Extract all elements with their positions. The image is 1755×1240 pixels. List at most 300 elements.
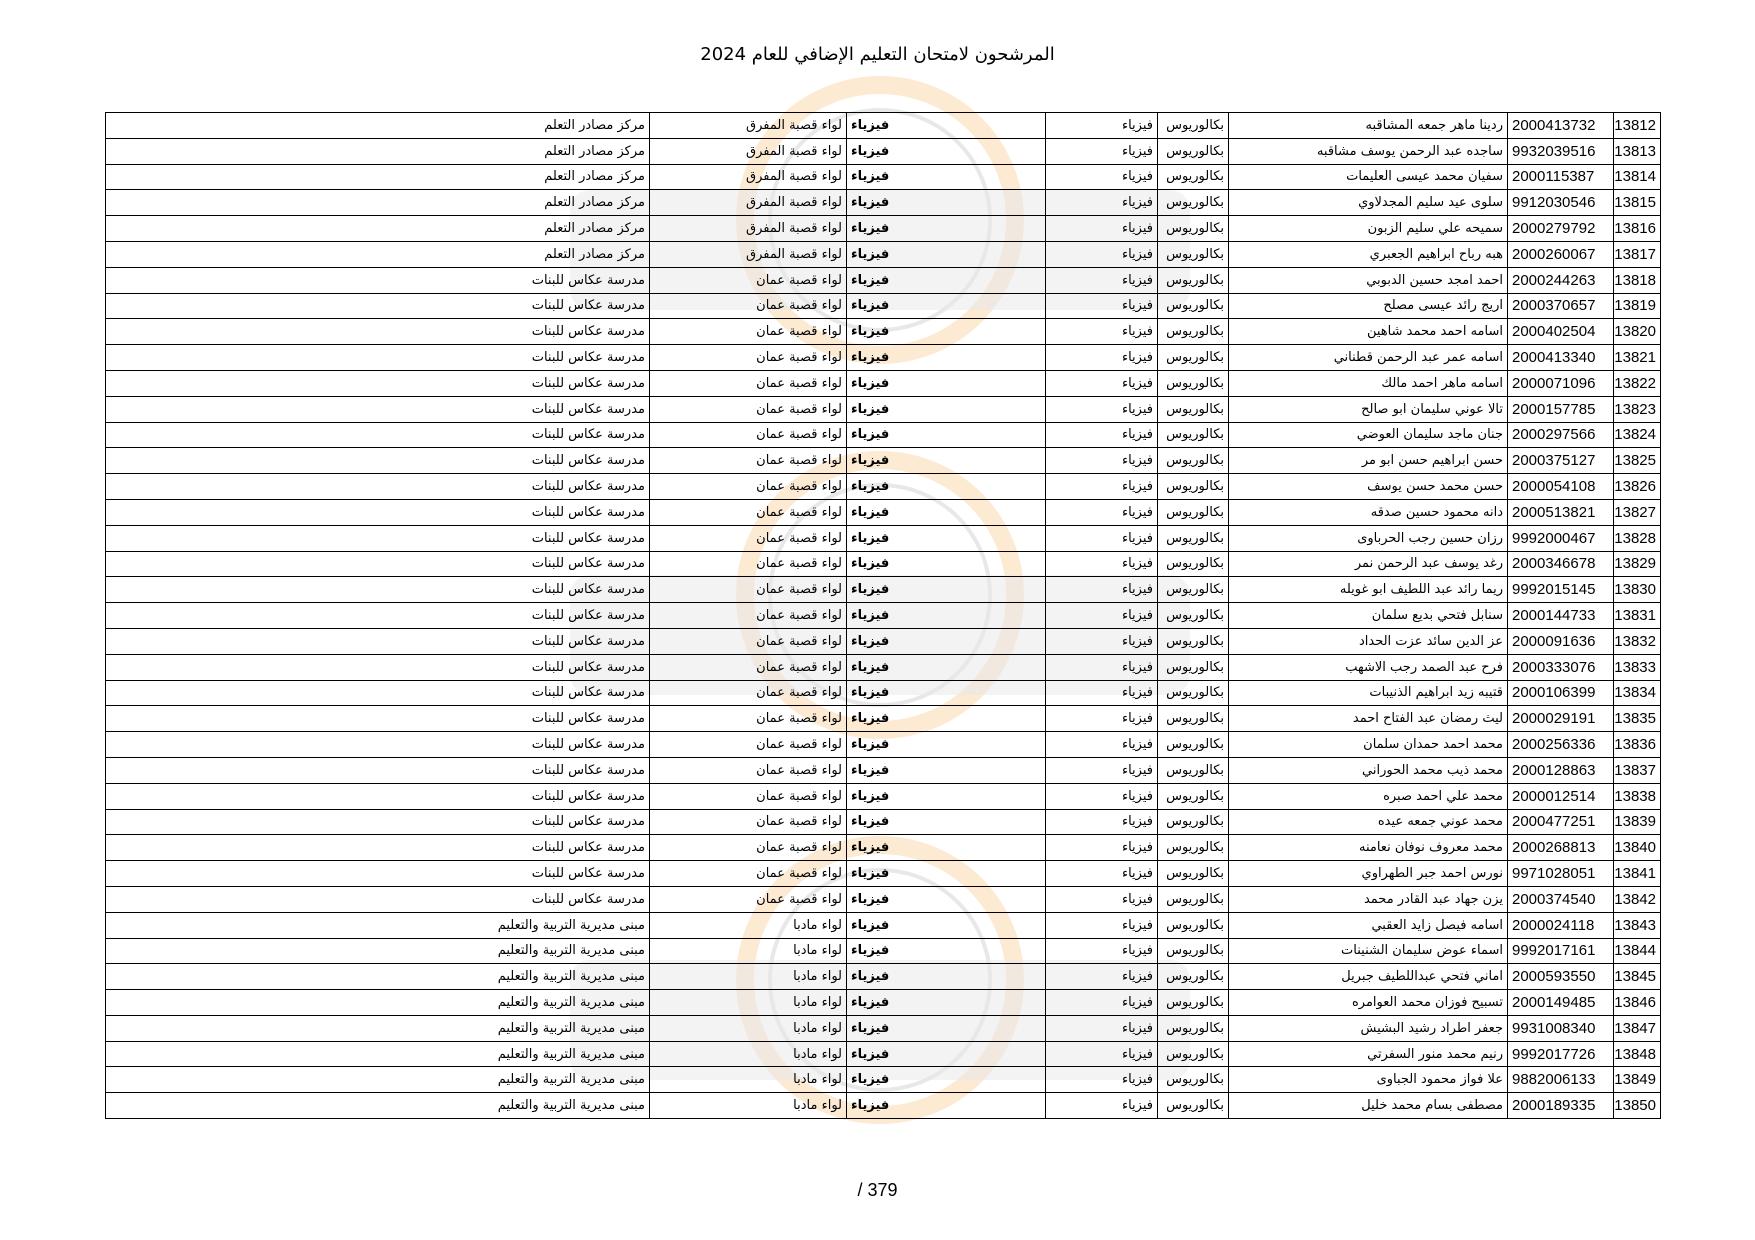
candidate-district: لواء قصبة عمان bbox=[650, 783, 847, 809]
candidate-exam-subject: فيزياء bbox=[847, 1093, 1046, 1119]
candidate-seq: 13825 bbox=[1614, 448, 1661, 474]
table-row bbox=[106, 861, 1661, 887]
candidate-exam-subject: فيزياء bbox=[847, 267, 1046, 293]
candidate-name: محمد علي احمد صبره bbox=[1229, 783, 1508, 809]
candidate-specialization: فيزياء bbox=[1046, 732, 1158, 758]
candidate-exam-center: مركز مصادر التعلم bbox=[106, 164, 650, 190]
candidate-exam-center: مدرسة عكاس للبنات bbox=[106, 783, 650, 809]
candidate-specialization: فيزياء bbox=[1046, 861, 1158, 887]
candidate-exam-center: مبنى مديرية التربية والتعليم bbox=[106, 938, 650, 964]
candidate-name: اسامه فيصل زايد العقبي bbox=[1229, 912, 1508, 938]
table-row bbox=[106, 1015, 1661, 1041]
candidate-degree: بكالوريوس bbox=[1158, 345, 1229, 371]
candidate-exam-subject: فيزياء bbox=[847, 164, 1046, 190]
candidate-national-id: 2000189335 bbox=[1508, 1093, 1614, 1119]
candidate-exam-center: مبنى مديرية التربية والتعليم bbox=[106, 1093, 650, 1119]
candidate-district: لواء قصبة عمان bbox=[650, 551, 847, 577]
candidate-national-id: 2000054108 bbox=[1508, 474, 1614, 500]
candidate-exam-center: مركز مصادر التعلم bbox=[106, 190, 650, 216]
candidate-exam-subject: فيزياء bbox=[847, 706, 1046, 732]
table-row bbox=[106, 1041, 1661, 1067]
candidate-national-id: 2000375127 bbox=[1508, 448, 1614, 474]
candidate-seq: 13816 bbox=[1614, 216, 1661, 242]
candidate-exam-center: مدرسة عكاس للبنات bbox=[106, 267, 650, 293]
candidate-degree: بكالوريوس bbox=[1158, 319, 1229, 345]
candidate-specialization: فيزياء bbox=[1046, 525, 1158, 551]
candidate-exam-subject: فيزياء bbox=[847, 809, 1046, 835]
candidate-specialization: فيزياء bbox=[1046, 293, 1158, 319]
table-row bbox=[106, 190, 1661, 216]
candidate-specialization: فيزياء bbox=[1046, 216, 1158, 242]
candidate-national-id: 2000297566 bbox=[1508, 422, 1614, 448]
candidate-name: محمد احمد حمدان سلمان bbox=[1229, 732, 1508, 758]
candidate-exam-center: مبنى مديرية التربية والتعليم bbox=[106, 1015, 650, 1041]
table-row bbox=[106, 525, 1661, 551]
table-row bbox=[106, 628, 1661, 654]
candidate-district: لواء قصبة عمان bbox=[650, 835, 847, 861]
candidate-district: لواء قصبة المفرق bbox=[650, 164, 847, 190]
candidate-district: لواء مادبا bbox=[650, 964, 847, 990]
candidate-degree: بكالوريوس bbox=[1158, 370, 1229, 396]
candidate-national-id: 9992017726 bbox=[1508, 1041, 1614, 1067]
candidate-seq: 13823 bbox=[1614, 396, 1661, 422]
candidate-degree: بكالوريوس bbox=[1158, 474, 1229, 500]
candidate-seq: 13819 bbox=[1614, 293, 1661, 319]
candidate-name: رغد يوسف عبد الرحمن نمر bbox=[1229, 551, 1508, 577]
candidate-specialization: فيزياء bbox=[1046, 190, 1158, 216]
candidate-seq: 13838 bbox=[1614, 783, 1661, 809]
candidate-national-id: 2000024118 bbox=[1508, 912, 1614, 938]
candidate-district: لواء قصبة عمان bbox=[650, 422, 847, 448]
candidate-name: ريما رائد عبد اللطيف ابو غويله bbox=[1229, 577, 1508, 603]
candidate-exam-subject: فيزياء bbox=[847, 886, 1046, 912]
candidate-seq: 13824 bbox=[1614, 422, 1661, 448]
candidate-seq: 13840 bbox=[1614, 835, 1661, 861]
candidate-seq: 13817 bbox=[1614, 241, 1661, 267]
table-row bbox=[106, 345, 1661, 371]
candidate-exam-subject: فيزياء bbox=[847, 474, 1046, 500]
candidate-name: عز الدين سائد عزت الحداد bbox=[1229, 628, 1508, 654]
table-row bbox=[106, 396, 1661, 422]
candidate-exam-center: مبنى مديرية التربية والتعليم bbox=[106, 1067, 650, 1093]
candidate-exam-center: مدرسة عكاس للبنات bbox=[106, 706, 650, 732]
candidate-exam-center: مبنى مديرية التربية والتعليم bbox=[106, 990, 650, 1016]
candidate-national-id: 9992000467 bbox=[1508, 525, 1614, 551]
candidate-seq: 13850 bbox=[1614, 1093, 1661, 1119]
candidate-exam-subject: فيزياء bbox=[847, 499, 1046, 525]
candidate-degree: بكالوريوس bbox=[1158, 938, 1229, 964]
candidate-exam-subject: فيزياء bbox=[847, 990, 1046, 1016]
candidate-national-id: 2000091636 bbox=[1508, 628, 1614, 654]
candidate-name: ردينا ماهر جمعه المشاقبه bbox=[1229, 113, 1508, 139]
candidate-degree: بكالوريوس bbox=[1158, 551, 1229, 577]
candidate-exam-subject: فيزياء bbox=[847, 448, 1046, 474]
candidate-national-id: 2000374540 bbox=[1508, 886, 1614, 912]
candidate-seq: 13820 bbox=[1614, 319, 1661, 345]
candidate-exam-center: مبنى مديرية التربية والتعليم bbox=[106, 1041, 650, 1067]
candidate-exam-subject: فيزياء bbox=[847, 241, 1046, 267]
candidate-seq: 13812 bbox=[1614, 113, 1661, 139]
candidate-specialization: فيزياء bbox=[1046, 370, 1158, 396]
candidate-exam-center: مدرسة عكاس للبنات bbox=[106, 551, 650, 577]
candidate-national-id: 2000513821 bbox=[1508, 499, 1614, 525]
candidate-specialization: فيزياء bbox=[1046, 938, 1158, 964]
candidate-degree: بكالوريوس bbox=[1158, 732, 1229, 758]
candidate-district: لواء قصبة عمان bbox=[650, 474, 847, 500]
candidate-exam-subject: فيزياء bbox=[847, 654, 1046, 680]
candidate-name: سنابل فتحي بديع سلمان bbox=[1229, 603, 1508, 629]
table-row bbox=[106, 938, 1661, 964]
candidate-specialization: فيزياء bbox=[1046, 138, 1158, 164]
table-row bbox=[106, 654, 1661, 680]
candidate-degree: بكالوريوس bbox=[1158, 1041, 1229, 1067]
candidate-name: دانه محمود حسين صدقه bbox=[1229, 499, 1508, 525]
candidate-district: لواء قصبة عمان bbox=[650, 886, 847, 912]
candidate-degree: بكالوريوس bbox=[1158, 448, 1229, 474]
candidate-exam-center: مدرسة عكاس للبنات bbox=[106, 861, 650, 887]
candidate-seq: 13835 bbox=[1614, 706, 1661, 732]
candidate-national-id: 2000106399 bbox=[1508, 680, 1614, 706]
candidate-seq: 13829 bbox=[1614, 551, 1661, 577]
candidate-name: يزن جهاد عبد القادر محمد bbox=[1229, 886, 1508, 912]
candidate-degree: بكالوريوس bbox=[1158, 525, 1229, 551]
table-row bbox=[106, 422, 1661, 448]
candidate-name: اسامه عمر عبد الرحمن قطناني bbox=[1229, 345, 1508, 371]
table-row bbox=[106, 138, 1661, 164]
candidate-degree: بكالوريوس bbox=[1158, 241, 1229, 267]
candidate-specialization: فيزياء bbox=[1046, 757, 1158, 783]
candidate-national-id: 9882006133 bbox=[1508, 1067, 1614, 1093]
candidate-national-id: 2000029191 bbox=[1508, 706, 1614, 732]
candidate-seq: 13848 bbox=[1614, 1041, 1661, 1067]
candidate-exam-subject: فيزياء bbox=[847, 525, 1046, 551]
candidate-exam-subject: فيزياء bbox=[847, 628, 1046, 654]
candidate-specialization: فيزياء bbox=[1046, 783, 1158, 809]
candidate-national-id: 2000157785 bbox=[1508, 396, 1614, 422]
table-row bbox=[106, 990, 1661, 1016]
candidate-seq: 13832 bbox=[1614, 628, 1661, 654]
candidate-exam-subject: فيزياء bbox=[847, 422, 1046, 448]
candidate-exam-subject: فيزياء bbox=[847, 783, 1046, 809]
candidates-table bbox=[105, 112, 1661, 1119]
table-row bbox=[106, 1093, 1661, 1119]
candidate-exam-subject: فيزياء bbox=[847, 1041, 1046, 1067]
candidate-specialization: فيزياء bbox=[1046, 267, 1158, 293]
candidate-district: لواء قصبة عمان bbox=[650, 861, 847, 887]
candidate-national-id: 2000413340 bbox=[1508, 345, 1614, 371]
candidate-degree: بكالوريوس bbox=[1158, 577, 1229, 603]
candidate-seq: 13814 bbox=[1614, 164, 1661, 190]
candidate-specialization: فيزياء bbox=[1046, 422, 1158, 448]
candidate-seq: 13844 bbox=[1614, 938, 1661, 964]
candidate-specialization: فيزياء bbox=[1046, 964, 1158, 990]
candidate-exam-center: مدرسة عكاس للبنات bbox=[106, 525, 650, 551]
table-row bbox=[106, 912, 1661, 938]
candidate-exam-subject: فيزياء bbox=[847, 138, 1046, 164]
candidate-exam-subject: فيزياء bbox=[847, 396, 1046, 422]
candidate-specialization: فيزياء bbox=[1046, 319, 1158, 345]
candidate-name: محمد معروف نوفان نعامنه bbox=[1229, 835, 1508, 861]
candidate-specialization: فيزياء bbox=[1046, 396, 1158, 422]
candidate-name: ليث رمضان عبد الفتاح احمد bbox=[1229, 706, 1508, 732]
candidate-exam-subject: فيزياء bbox=[847, 293, 1046, 319]
candidate-district: لواء قصبة المفرق bbox=[650, 113, 847, 139]
candidate-national-id: 9992015145 bbox=[1508, 577, 1614, 603]
candidate-seq: 13843 bbox=[1614, 912, 1661, 938]
candidate-exam-subject: فيزياء bbox=[847, 190, 1046, 216]
candidate-degree: بكالوريوس bbox=[1158, 783, 1229, 809]
table-row bbox=[106, 319, 1661, 345]
candidate-degree: بكالوريوس bbox=[1158, 757, 1229, 783]
candidate-exam-center: مبنى مديرية التربية والتعليم bbox=[106, 912, 650, 938]
candidate-degree: بكالوريوس bbox=[1158, 293, 1229, 319]
candidate-degree: بكالوريوس bbox=[1158, 964, 1229, 990]
candidate-exam-subject: فيزياء bbox=[847, 835, 1046, 861]
candidate-specialization: فيزياء bbox=[1046, 1015, 1158, 1041]
table-row bbox=[106, 757, 1661, 783]
candidate-district: لواء قصبة المفرق bbox=[650, 241, 847, 267]
candidate-district: لواء قصبة عمان bbox=[650, 603, 847, 629]
candidate-degree: بكالوريوس bbox=[1158, 706, 1229, 732]
candidate-name: رنيم محمد منور السفرتي bbox=[1229, 1041, 1508, 1067]
candidate-district: لواء قصبة عمان bbox=[650, 654, 847, 680]
candidate-specialization: فيزياء bbox=[1046, 345, 1158, 371]
candidate-district: لواء مادبا bbox=[650, 1015, 847, 1041]
candidate-name: محمد عوني جمعه عيده bbox=[1229, 809, 1508, 835]
candidate-national-id: 2000333076 bbox=[1508, 654, 1614, 680]
candidate-exam-center: مدرسة عكاس للبنات bbox=[106, 732, 650, 758]
candidate-exam-center: مدرسة عكاس للبنات bbox=[106, 680, 650, 706]
candidate-name: رزان حسين رجب الحرباوى bbox=[1229, 525, 1508, 551]
candidate-exam-center: مدرسة عكاس للبنات bbox=[106, 499, 650, 525]
candidate-national-id: 2000012514 bbox=[1508, 783, 1614, 809]
candidate-name: مصطفى بسام محمد خليل bbox=[1229, 1093, 1508, 1119]
candidate-seq: 13834 bbox=[1614, 680, 1661, 706]
candidate-district: لواء قصبة عمان bbox=[650, 732, 847, 758]
candidate-district: لواء مادبا bbox=[650, 912, 847, 938]
candidate-national-id: 2000144733 bbox=[1508, 603, 1614, 629]
page-title: المرشحون لامتحان التعليم الإضافي للعام 2024 bbox=[700, 44, 1055, 65]
candidate-exam-center: مدرسة عكاس للبنات bbox=[106, 422, 650, 448]
candidate-specialization: فيزياء bbox=[1046, 241, 1158, 267]
candidate-district: لواء قصبة عمان bbox=[650, 345, 847, 371]
candidate-exam-center: مركز مصادر التعلم bbox=[106, 216, 650, 242]
candidate-exam-center: مركز مصادر التعلم bbox=[106, 241, 650, 267]
table-row bbox=[106, 551, 1661, 577]
candidate-exam-subject: فيزياء bbox=[847, 113, 1046, 139]
table-row bbox=[106, 113, 1661, 139]
candidate-district: لواء قصبة عمان bbox=[650, 319, 847, 345]
candidate-degree: بكالوريوس bbox=[1158, 190, 1229, 216]
candidate-national-id: 9931008340 bbox=[1508, 1015, 1614, 1041]
candidate-degree: بكالوريوس bbox=[1158, 886, 1229, 912]
candidate-name: اريج رائد عيسى مصلح bbox=[1229, 293, 1508, 319]
candidate-national-id: 2000593550 bbox=[1508, 964, 1614, 990]
candidate-district: لواء قصبة عمان bbox=[650, 706, 847, 732]
candidate-national-id: 9971028051 bbox=[1508, 861, 1614, 887]
candidate-degree: بكالوريوس bbox=[1158, 138, 1229, 164]
candidate-degree: بكالوريوس bbox=[1158, 1015, 1229, 1041]
candidate-specialization: فيزياء bbox=[1046, 706, 1158, 732]
candidate-national-id: 2000071096 bbox=[1508, 370, 1614, 396]
candidate-exam-subject: فيزياء bbox=[847, 1015, 1046, 1041]
candidate-seq: 13828 bbox=[1614, 525, 1661, 551]
candidate-exam-center: مدرسة عكاس للبنات bbox=[106, 628, 650, 654]
candidate-district: لواء قصبة عمان bbox=[650, 448, 847, 474]
candidate-seq: 13830 bbox=[1614, 577, 1661, 603]
candidate-exam-subject: فيزياء bbox=[847, 680, 1046, 706]
table-row bbox=[106, 603, 1661, 629]
candidate-exam-subject: فيزياء bbox=[847, 732, 1046, 758]
candidate-national-id: 2000149485 bbox=[1508, 990, 1614, 1016]
candidate-national-id: 2000256336 bbox=[1508, 732, 1614, 758]
candidate-name: محمد ذيب محمد الحوراني bbox=[1229, 757, 1508, 783]
candidate-name: احمد امجد حسين الدبوبي bbox=[1229, 267, 1508, 293]
candidate-name: اسامه ماهر احمد مالك bbox=[1229, 370, 1508, 396]
candidate-seq: 13836 bbox=[1614, 732, 1661, 758]
candidate-seq: 13842 bbox=[1614, 886, 1661, 912]
candidate-degree: بكالوريوس bbox=[1158, 216, 1229, 242]
candidate-district: لواء مادبا bbox=[650, 1041, 847, 1067]
candidate-national-id: 2000268813 bbox=[1508, 835, 1614, 861]
table-row bbox=[106, 474, 1661, 500]
candidate-district: لواء قصبة عمان bbox=[650, 757, 847, 783]
candidate-name: ساجده عبد الرحمن يوسف مشاقبه bbox=[1229, 138, 1508, 164]
candidates-table-body bbox=[106, 113, 1661, 1119]
candidate-seq: 13833 bbox=[1614, 654, 1661, 680]
candidate-seq: 13818 bbox=[1614, 267, 1661, 293]
table-row bbox=[106, 680, 1661, 706]
candidate-specialization: فيزياء bbox=[1046, 835, 1158, 861]
table-row bbox=[106, 370, 1661, 396]
candidate-exam-subject: فيزياء bbox=[847, 551, 1046, 577]
table-row bbox=[106, 809, 1661, 835]
candidate-specialization: فيزياء bbox=[1046, 499, 1158, 525]
candidate-exam-center: مدرسة عكاس للبنات bbox=[106, 319, 650, 345]
candidate-specialization: فيزياء bbox=[1046, 990, 1158, 1016]
table-row bbox=[106, 706, 1661, 732]
candidate-specialization: فيزياء bbox=[1046, 474, 1158, 500]
candidate-district: لواء قصبة عمان bbox=[650, 499, 847, 525]
candidate-exam-subject: فيزياء bbox=[847, 370, 1046, 396]
candidate-national-id: 2000128863 bbox=[1508, 757, 1614, 783]
candidate-name: اسماء عوض سليمان الشنينات bbox=[1229, 938, 1508, 964]
table-row bbox=[106, 783, 1661, 809]
table-row bbox=[106, 216, 1661, 242]
candidate-seq: 13847 bbox=[1614, 1015, 1661, 1041]
candidate-name: حسن محمد حسن يوسف bbox=[1229, 474, 1508, 500]
candidate-specialization: فيزياء bbox=[1046, 1041, 1158, 1067]
candidate-specialization: فيزياء bbox=[1046, 628, 1158, 654]
candidate-national-id: 2000413732 bbox=[1508, 113, 1614, 139]
candidate-degree: بكالوريوس bbox=[1158, 628, 1229, 654]
candidate-national-id: 2000402504 bbox=[1508, 319, 1614, 345]
candidate-seq: 13831 bbox=[1614, 603, 1661, 629]
candidate-exam-center: مدرسة عكاس للبنات bbox=[106, 345, 650, 371]
candidate-exam-center: مدرسة عكاس للبنات bbox=[106, 835, 650, 861]
candidate-district: لواء قصبة عمان bbox=[650, 267, 847, 293]
candidate-seq: 13839 bbox=[1614, 809, 1661, 835]
table-row bbox=[106, 267, 1661, 293]
candidate-exam-center: مدرسة عكاس للبنات bbox=[106, 293, 650, 319]
candidate-name: هبه رباح ابراهيم الجعبري bbox=[1229, 241, 1508, 267]
candidate-exam-center: مدرسة عكاس للبنات bbox=[106, 370, 650, 396]
candidate-specialization: فيزياء bbox=[1046, 577, 1158, 603]
candidate-national-id: 2000115387 bbox=[1508, 164, 1614, 190]
candidate-name: تسبيح فوزان محمد العوامره bbox=[1229, 990, 1508, 1016]
candidate-degree: بكالوريوس bbox=[1158, 113, 1229, 139]
candidate-name: نورس احمد جبر الطهراوي bbox=[1229, 861, 1508, 887]
candidate-name: سلوى عيد سليم المجدلاوي bbox=[1229, 190, 1508, 216]
table-row bbox=[106, 886, 1661, 912]
candidate-exam-subject: فيزياء bbox=[847, 319, 1046, 345]
candidate-specialization: فيزياء bbox=[1046, 1093, 1158, 1119]
candidate-national-id: 2000477251 bbox=[1508, 809, 1614, 835]
table-row bbox=[106, 241, 1661, 267]
candidate-seq: 13846 bbox=[1614, 990, 1661, 1016]
candidate-specialization: فيزياء bbox=[1046, 448, 1158, 474]
candidate-name: تالا عوني سليمان ابو صالح bbox=[1229, 396, 1508, 422]
candidate-exam-subject: فيزياء bbox=[847, 912, 1046, 938]
candidate-seq: 13827 bbox=[1614, 499, 1661, 525]
candidate-district: لواء قصبة عمان bbox=[650, 628, 847, 654]
candidate-seq: 13821 bbox=[1614, 345, 1661, 371]
table-row bbox=[106, 577, 1661, 603]
candidate-district: لواء قصبة المفرق bbox=[650, 216, 847, 242]
candidate-exam-subject: فيزياء bbox=[847, 757, 1046, 783]
candidate-exam-subject: فيزياء bbox=[847, 603, 1046, 629]
candidate-name: علا فواز محمود الجباوى bbox=[1229, 1067, 1508, 1093]
candidate-name: حسن ابراهيم حسن ابو مر bbox=[1229, 448, 1508, 474]
candidate-seq: 13849 bbox=[1614, 1067, 1661, 1093]
table-row bbox=[106, 499, 1661, 525]
candidate-specialization: فيزياء bbox=[1046, 164, 1158, 190]
candidate-exam-center: مدرسة عكاس للبنات bbox=[106, 474, 650, 500]
candidate-national-id: 2000244263 bbox=[1508, 267, 1614, 293]
candidate-seq: 13845 bbox=[1614, 964, 1661, 990]
table-row bbox=[106, 732, 1661, 758]
candidate-district: لواء قصبة عمان bbox=[650, 293, 847, 319]
candidate-exam-center: مركز مصادر التعلم bbox=[106, 138, 650, 164]
candidate-district: لواء قصبة عمان bbox=[650, 525, 847, 551]
candidate-exam-center: مدرسة عكاس للبنات bbox=[106, 809, 650, 835]
candidate-degree: بكالوريوس bbox=[1158, 861, 1229, 887]
candidate-name: جنان ماجد سليمان العوضي bbox=[1229, 422, 1508, 448]
candidate-exam-subject: فيزياء bbox=[847, 938, 1046, 964]
table-row bbox=[106, 164, 1661, 190]
table-row bbox=[106, 293, 1661, 319]
candidate-seq: 13815 bbox=[1614, 190, 1661, 216]
candidate-seq: 13841 bbox=[1614, 861, 1661, 887]
candidate-exam-center: مدرسة عكاس للبنات bbox=[106, 603, 650, 629]
candidate-district: لواء قصبة المفرق bbox=[650, 190, 847, 216]
candidate-seq: 13837 bbox=[1614, 757, 1661, 783]
candidate-district: لواء مادبا bbox=[650, 938, 847, 964]
candidate-specialization: فيزياء bbox=[1046, 551, 1158, 577]
candidate-degree: بكالوريوس bbox=[1158, 809, 1229, 835]
candidate-district: لواء مادبا bbox=[650, 1093, 847, 1119]
candidate-degree: بكالوريوس bbox=[1158, 422, 1229, 448]
candidate-degree: بكالوريوس bbox=[1158, 680, 1229, 706]
table-row bbox=[106, 448, 1661, 474]
candidate-exam-center: مدرسة عكاس للبنات bbox=[106, 577, 650, 603]
candidate-exam-subject: فيزياء bbox=[847, 216, 1046, 242]
candidate-specialization: فيزياء bbox=[1046, 809, 1158, 835]
candidate-specialization: فيزياء bbox=[1046, 886, 1158, 912]
candidate-degree: بكالوريوس bbox=[1158, 654, 1229, 680]
candidate-district: لواء مادبا bbox=[650, 990, 847, 1016]
candidate-exam-center: مدرسة عكاس للبنات bbox=[106, 448, 650, 474]
